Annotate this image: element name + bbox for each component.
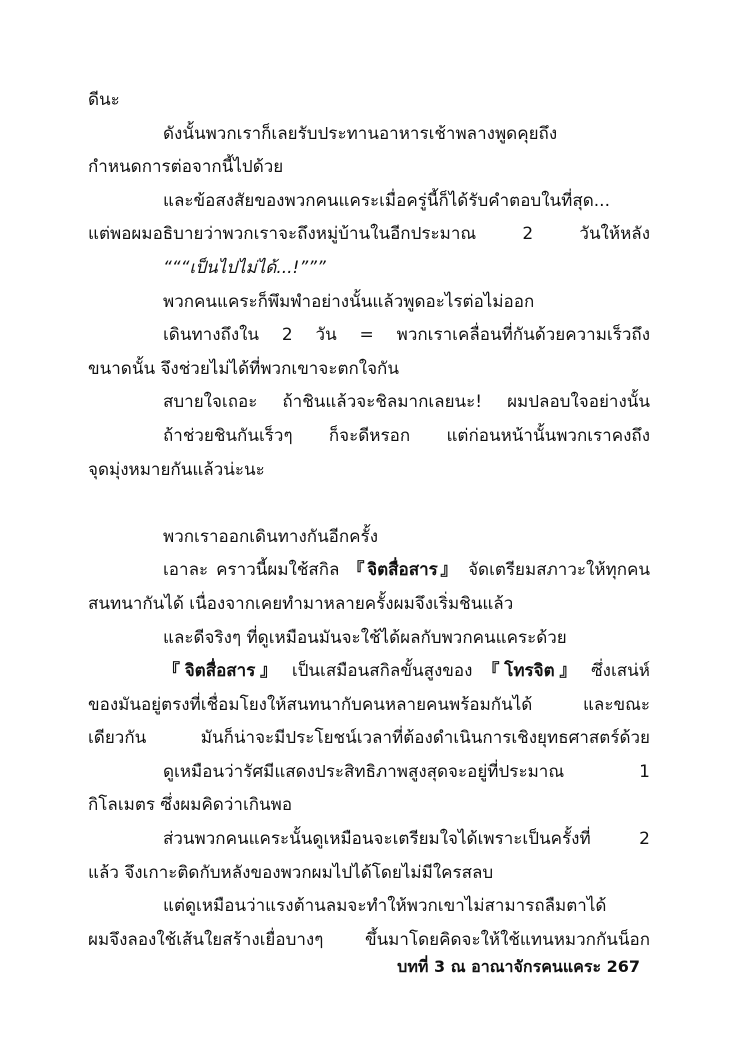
text-line: ดีนะ: [88, 90, 120, 110]
text-line: พวกเราออกเดินทางกันอีกครั้ง: [163, 526, 378, 547]
section-break: [88, 487, 650, 521]
text-line: ผมจึงลองใช้เส้นใยสร้างเยื่อบางๆ ขึ้นมาโดยคิดจะให้ใช้แทนหมวกกันน็อก: [88, 929, 650, 950]
text-line: แต่ดูเหมือนว่าแรงต้านลมจะทำให้พวกเขาไม่สามารถลืมตาได้: [163, 896, 607, 917]
text-line: และดีจริงๆ ที่ดูเหมือนมันจะใช้ได้ผลกับพวกคนแคระด้วย: [163, 627, 567, 648]
text-line: [88, 554, 650, 588]
text-line: สนทนากันได้ เนื่องจากเคยทำมาหลายครั้งผมจึงเริ่มชินแล้ว: [88, 593, 514, 614]
text-line: ถ้าช่วยชินกันเร็วๆ ก็จะดีหรอก แต่ก่อนหน้านั้นพวกเราคงถึง: [163, 425, 650, 446]
text-line: พวกคนแคระก็พึมพำอย่างนั้นแล้วพูดอะไรต่อไม่ออก: [163, 291, 535, 312]
text-line: แล้ว จึงเกาะติดกับหลังของพวกผมไปได้โดยไม่มีใครสลบ: [88, 862, 494, 883]
text-line: สบายใจเถอะ ถ้าชินแล้วจะชิลมากเลยนะ! ผมปลอบใจอย่างนั้น: [163, 392, 650, 413]
text-run: เป็นเสมือนสกิลขั้นสูงของ: [281, 661, 483, 682]
text-line: แต่พอผมอธิบายว่าพวกเราจะถึงหมู่บ้านในอีกประมาณ 2 วันให้หลัง: [88, 224, 650, 245]
text-line: ดังนั้นพวกเราก็เลยรับประทานอาหารเช้าพลางพูดคุยถึง: [163, 123, 558, 144]
skill-name: 『จิตสื่อสาร』: [347, 560, 461, 581]
text-line: เดินทางถึงใน 2 วัน = พวกเราเคลื่อนที่กันด้วยความเร็วถึง: [163, 325, 650, 346]
text-line: และข้อสงสัยของพวกคนแคระเมื่อครู่นี้ก็ได้รับคำตอบในที่สุด...: [163, 190, 610, 211]
text-line: ส่วนพวกคนแคระนั้นดูเหมือนจะเตรียมใจได้เพราะเป็นครั้งที่ 2: [163, 829, 650, 850]
skill-name: 『โทรจิต』: [482, 661, 582, 682]
text-line: ขนาดนั้น จึงช่วยไม่ได้ที่พวกเขาจะตกใจกัน: [88, 358, 399, 379]
body-text: [88, 84, 650, 957]
text-run: ซึ่งเสน่ห์: [581, 661, 650, 682]
page-footer: บทที่ 3 ณ อาณาจักรคนแคระ 267: [397, 957, 640, 976]
text-line: ของมันอยู่ตรงที่เชื่อมโยงให้สนทนากับคนหลายคนพร้อมกันได้ และขณะ: [88, 694, 650, 715]
text-line: กิโลเมตร ซึ่งผมคิดว่าเกินพอ: [88, 795, 293, 816]
text-line: กำหนดการต่อจากนี้ไปด้วย: [88, 157, 284, 178]
skill-name: 『จิตสื่อสาร』: [163, 661, 282, 682]
text-line: เดียวกัน มันก็น่าจะมีประโยชน์เวลาที่ต้องดำเนินการเชิงยุทธศาสตร์ด้วย: [88, 728, 650, 749]
text-line: ดูเหมือนว่ารัศมีแสดงประสิทธิภาพสูงสุดจะอยู่ที่ประมาณ 1: [163, 761, 650, 782]
text-line: [88, 655, 650, 689]
text-run: จัดเตรียมสภาวะให้ทุกคน: [460, 560, 651, 581]
dialogue-line: “““เป็นไปไม่ได้...!”””: [163, 257, 326, 278]
text-run: เอาละ คราวนี้ผมใช้สกิล: [163, 560, 348, 581]
text-line: จุดมุ่งหมายกันแล้วน่ะนะ: [88, 459, 265, 480]
